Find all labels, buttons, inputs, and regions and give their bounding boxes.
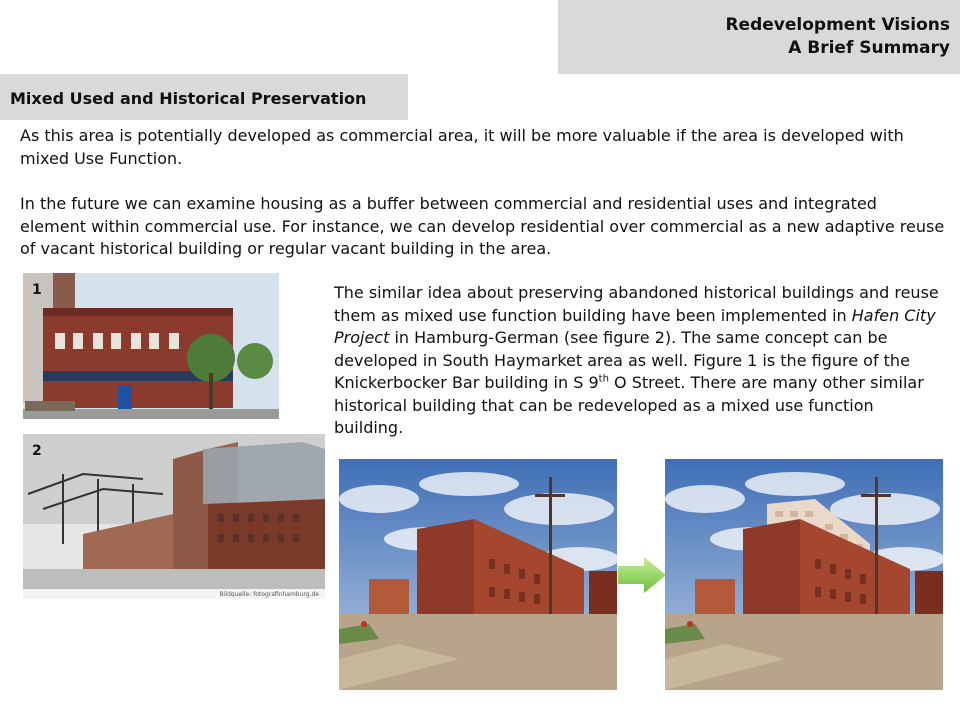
figure-caption xyxy=(334,282,944,440)
after-photo xyxy=(665,459,943,690)
figure-2-credit: Bildquelle: fotografinhamburg.de xyxy=(219,591,319,598)
figure-2-photo xyxy=(23,434,325,599)
caption-project-name: Hafen City Project xyxy=(334,305,936,347)
figure-1-photo xyxy=(23,273,279,419)
section-header xyxy=(0,74,408,120)
caption-text-3: O Street. There are many other similar historical building that can be redeveloped as a mixed use function building. xyxy=(334,373,924,437)
figure-1-label: 1 xyxy=(32,282,42,298)
paragraph-1: As this area is potentially developed as commercial area, it will be more valuable if the area is developed with mixed Use Function. xyxy=(20,126,904,168)
arrow-icon xyxy=(618,557,666,593)
title-box xyxy=(558,0,960,74)
slide-title: Redevelopment Visions xyxy=(725,15,950,35)
caption-text-1: The similar idea about preserving abandoned historical buildings and reuse them as mixed use function building have been implemented in xyxy=(334,283,939,325)
caption-superscript: th xyxy=(598,373,609,385)
figure-2-label: 2 xyxy=(32,443,42,459)
before-photo xyxy=(339,459,617,690)
paragraph-2: In the future we can examine housing as a buffer between commercial and residential uses and integrated element within commercial use. For instance, we can develop residential over commercial as a new adaptive reuse of vacant historical building or regular vacant building in the area. xyxy=(20,194,945,258)
caption-text-2: in Hamburg-German (see figure 2). The same concept can be developed in South Haymarket area as well. Figure 1 is the figure of the Knickerbocker Bar building in S 9 xyxy=(334,328,910,392)
section-title: Mixed Used and Historical Preservation xyxy=(10,89,367,108)
slide-subtitle: A Brief Summary xyxy=(788,38,950,58)
